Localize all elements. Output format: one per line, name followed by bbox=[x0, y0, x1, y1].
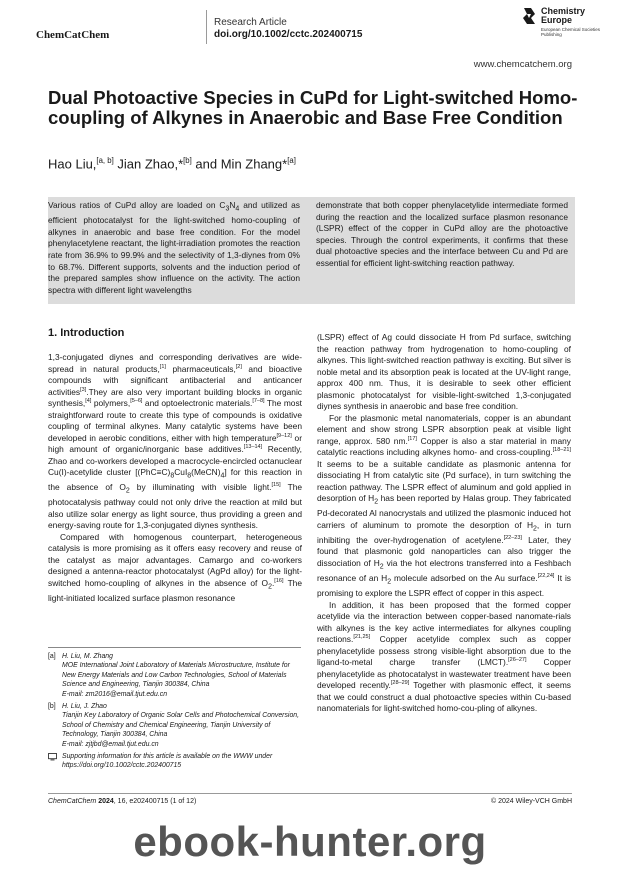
footer-divider bbox=[48, 793, 572, 794]
citation-link[interactable]: [18–21] bbox=[552, 447, 571, 454]
abstract-left-column: Various ratios of CuPd alloy are loaded on $C_3N_4$ and utilized as efficient photocatalyst for the light-switched homo-coupling of alkynes in anaerobic and base free condition. For the model phenylacetylene reactant, the light-irradiation promotes the reaction rate from 36.9% to 99.9% and the selectivity of 1,3-diynes from 0% to 68.7%. Different supports, solvents and the induction period of the prepared samples show influence on the activity. The action spectra with different light wavelengths bbox=[48, 200, 300, 295]
monitor-icon bbox=[48, 753, 57, 761]
footnote-tag: [a] bbox=[48, 653, 56, 660]
citation-link[interactable]: [15] bbox=[271, 482, 281, 489]
affiliation-footnote-a bbox=[48, 652, 302, 699]
citation-link[interactable]: [26–27] bbox=[508, 657, 527, 664]
footer-copyright: © 2024 Wiley-VCH GmbH bbox=[490, 798, 572, 805]
abstract-right-column: demonstrate that both copper phenylacetylide intermediate formed during the reaction and the localized surface plasmon resonance (LSPR) effect of the copper in CuPd alloy are the photoactive species. Through the control experiments, it confirms that these dual photoactive species and the interface between Cu and Pd are essential for efficient light-switching reaction pathway. bbox=[316, 200, 568, 268]
citation-link[interactable]: [17] bbox=[407, 435, 417, 442]
abstract-box bbox=[48, 197, 575, 304]
footnotes bbox=[48, 652, 302, 771]
citation-link[interactable]: [4] bbox=[85, 398, 92, 405]
footnote-email[interactable]: E-mail: zjtjbd@email.tjut.edu.cn bbox=[62, 740, 159, 748]
citation-link[interactable]: [22,24] bbox=[537, 573, 555, 580]
author-name: Hao Liu, bbox=[48, 156, 97, 172]
footnote-email[interactable]: E-mail: zm2016@email.tjut.edu.cn bbox=[62, 690, 168, 698]
footnote-address: Tianjin Key Laboratory of Organic Solar Cells and Photochemical Conversion, School of Chemistry and Chemical Engineering, Tianjin University of Technology, Tianjin 300384, China bbox=[62, 712, 300, 739]
citation-link[interactable]: [5–6] bbox=[130, 398, 143, 405]
footnote-names: H. Liu, J. Zhao bbox=[62, 703, 107, 711]
citation-link[interactable]: [3] bbox=[80, 386, 87, 393]
citation-link[interactable]: [1] bbox=[159, 363, 166, 370]
citation-link[interactable]: [2] bbox=[235, 363, 242, 370]
paragraph: For the plasmonic metal nanomaterials, copper is an abundant element and show strong LSPR absorption peak at visible light range, approx. 580 nm.[17] Copper is also a star material in many catalytic reactions including alkynes homo- and cross-coupling.[18–21] It seems to be a suitable candidate as plasmonic antenna for dissociating H from catalytic site (Pd surface), in turn switching the reaction pathway. The LSPR effect of aluminum and gold applied in desorption of $H_2$ has been reported by Halas group. They fabricated Pd-decorated Al nanocrystals and utilized the plasmonic induced hot carriers of aluminum to promote the desorption of $H_2$, in turn inhibiting the over-hydrogenation of acetylene.[22–23] Later, they found that plasmonic gold nanoparticles can also trigger the dissociation of $H_2$ via the hot electrons transferred into a Feshbach resonance of an $H_2$ molecule adsorbed on the Au surface.[22,24] It is promising to explore the LSPR effect of copper in this aspect. bbox=[317, 412, 571, 599]
paragraph: 1,3-conjugated diynes and corresponding derivatives are wide-spread in natural products,[1] pharmaceuticals,[2] and bioactive compounds with significant antibacterial and anticancer activities[3].They are also very important building blocks in organic synthesis,[4] polymers,[5–6] and optoelectronic materials.[7–8] The most straightforward route to create this type of compounds is oxidative coupling of terminal alkynes. Many catalytic systems have been developed in aerobic conditions, either with high temperature[9–12] or high amount of organic/inorganic base additives.[13–14] Recently, Zhao and co-workers developed a macrocycle-encircled octanuclear Cu(I)-acetylide cluster $[(PhC\equiv C)_8CuI_8(MeCN)_4]$ for this reaction in the absence of $O_2$ by illuminating with visible light.[15] The photocatalysis pathway could not only drive the reaction at mild but also utilize solar energy as light source, thus providing a green and energy-saving route for 1,3-conjugated diynes synthesis. bbox=[48, 352, 303, 531]
footnote-address: MOE International Joint Laboratory of Materials Microstructure, Institute for New Energy Materials and Low Carbon Technologies, School of Materials Science and Engineering, Tianjin 300384, China bbox=[62, 662, 290, 689]
paper-title: Dual Photoactive Species in CuPd for Light-switched Homo-coupling of Alkynes in Anaerobic and Base Free Condition bbox=[48, 87, 578, 128]
article-doi-link[interactable]: doi.org/10.1002/cctc.202400715 bbox=[214, 29, 363, 40]
citation-link[interactable]: [28–29] bbox=[390, 680, 410, 687]
footnote-tag: [b] bbox=[48, 703, 56, 711]
author-list bbox=[48, 156, 296, 171]
journal-website-link[interactable]: www.chemcatchem.org bbox=[473, 59, 572, 70]
publisher-logo[interactable] bbox=[521, 6, 601, 46]
paragraph: Compared with homogenous counterpart, heterogeneous catalysis is more promising as it offers easy recovery and reuse of the catalyst as major advantages. Camargo and co-workers designed a antenna-reactor photocatalyst (AgPd alloy) for the light-switched homo-coupling of alkynes in the absence of $O_2.[16]$ The light-initiated localized surface plasmon resonance bbox=[48, 531, 302, 604]
article-type: Research Article bbox=[214, 17, 287, 28]
affiliation-footnote-b bbox=[48, 702, 302, 749]
body-left-column bbox=[48, 352, 302, 605]
paragraph: (LSPR) effect of Ag could dissociate H from Pd surface, switching the reaction pathway from hydrogenation to homo-coupling of alkynes. This light-switched reaction pathway is exciting. But silver is noble metal and its absorption peak is located at the UV-light range, approx 400 nm. Thus, it is desirable to seek other efficient plasmonic photocatalyst for visible-light-switched 1,3-conjugated diynes synthesis in anaerobic and base free condition. bbox=[317, 332, 571, 411]
header-divider bbox=[206, 10, 207, 44]
citation-link[interactable]: [16] bbox=[274, 578, 284, 585]
author-name: Jian Zhao,* bbox=[113, 156, 184, 172]
citation-link[interactable]: [9–12] bbox=[276, 432, 292, 439]
journal-name: ChemCatChem bbox=[36, 29, 110, 41]
publisher-name: Chemistry Europe bbox=[541, 6, 586, 25]
body-right-column bbox=[317, 332, 571, 715]
author-affiliation: [a] bbox=[287, 156, 296, 165]
citation-link[interactable]: [7–8] bbox=[252, 398, 265, 405]
supporting-info-footnote bbox=[48, 752, 302, 771]
author-affiliation: [a, b] bbox=[96, 156, 114, 165]
paragraph: In addition, it has been proposed that the formed copper acetylide via the interaction between copper-based nanomate-rials with alkynes is the key active intermediates for alkynes coupling reactions.[21,25] Copper acetylide complex such as copper phenylacetylide possess strong visible-light absorption due to the ligand-to-metal charge transfer (LMCT).[26–27] Copper phenylacetylide as photocatalyst in wastewater treatment have been developed recently.[28–29] Together with plasmonic effect, it seems that we could construct a dual photoactive species within Cu-based nanomaterials for light-switched homo-cou-pling of alkynes. bbox=[317, 599, 572, 714]
publisher-subtitle: European Chemical Societies Publishing bbox=[541, 27, 601, 37]
citation-link[interactable]: [21,25] bbox=[353, 634, 371, 641]
footnote-names: H. Liu, M. Zhang bbox=[62, 653, 113, 660]
section-heading: 1. Introduction bbox=[48, 327, 125, 339]
footer-citation: ChemCatChem 2024, 16, e202400715 (1 of 12) bbox=[48, 798, 197, 805]
chemistry-europe-logo-icon bbox=[521, 6, 537, 26]
author-affiliation: [b] bbox=[183, 156, 192, 165]
footnote-divider bbox=[48, 647, 301, 648]
citation-link[interactable]: [22–23] bbox=[503, 535, 522, 542]
watermark-text: ebook-hunter.org bbox=[133, 818, 487, 865]
supporting-info-link[interactable]: Supporting information for this article is available on the WWW under https://doi.org/10.1002/cctc.202400715 bbox=[62, 753, 273, 770]
citation-link[interactable]: [13–14] bbox=[243, 444, 263, 451]
author-name: and Min Zhang* bbox=[191, 156, 288, 172]
